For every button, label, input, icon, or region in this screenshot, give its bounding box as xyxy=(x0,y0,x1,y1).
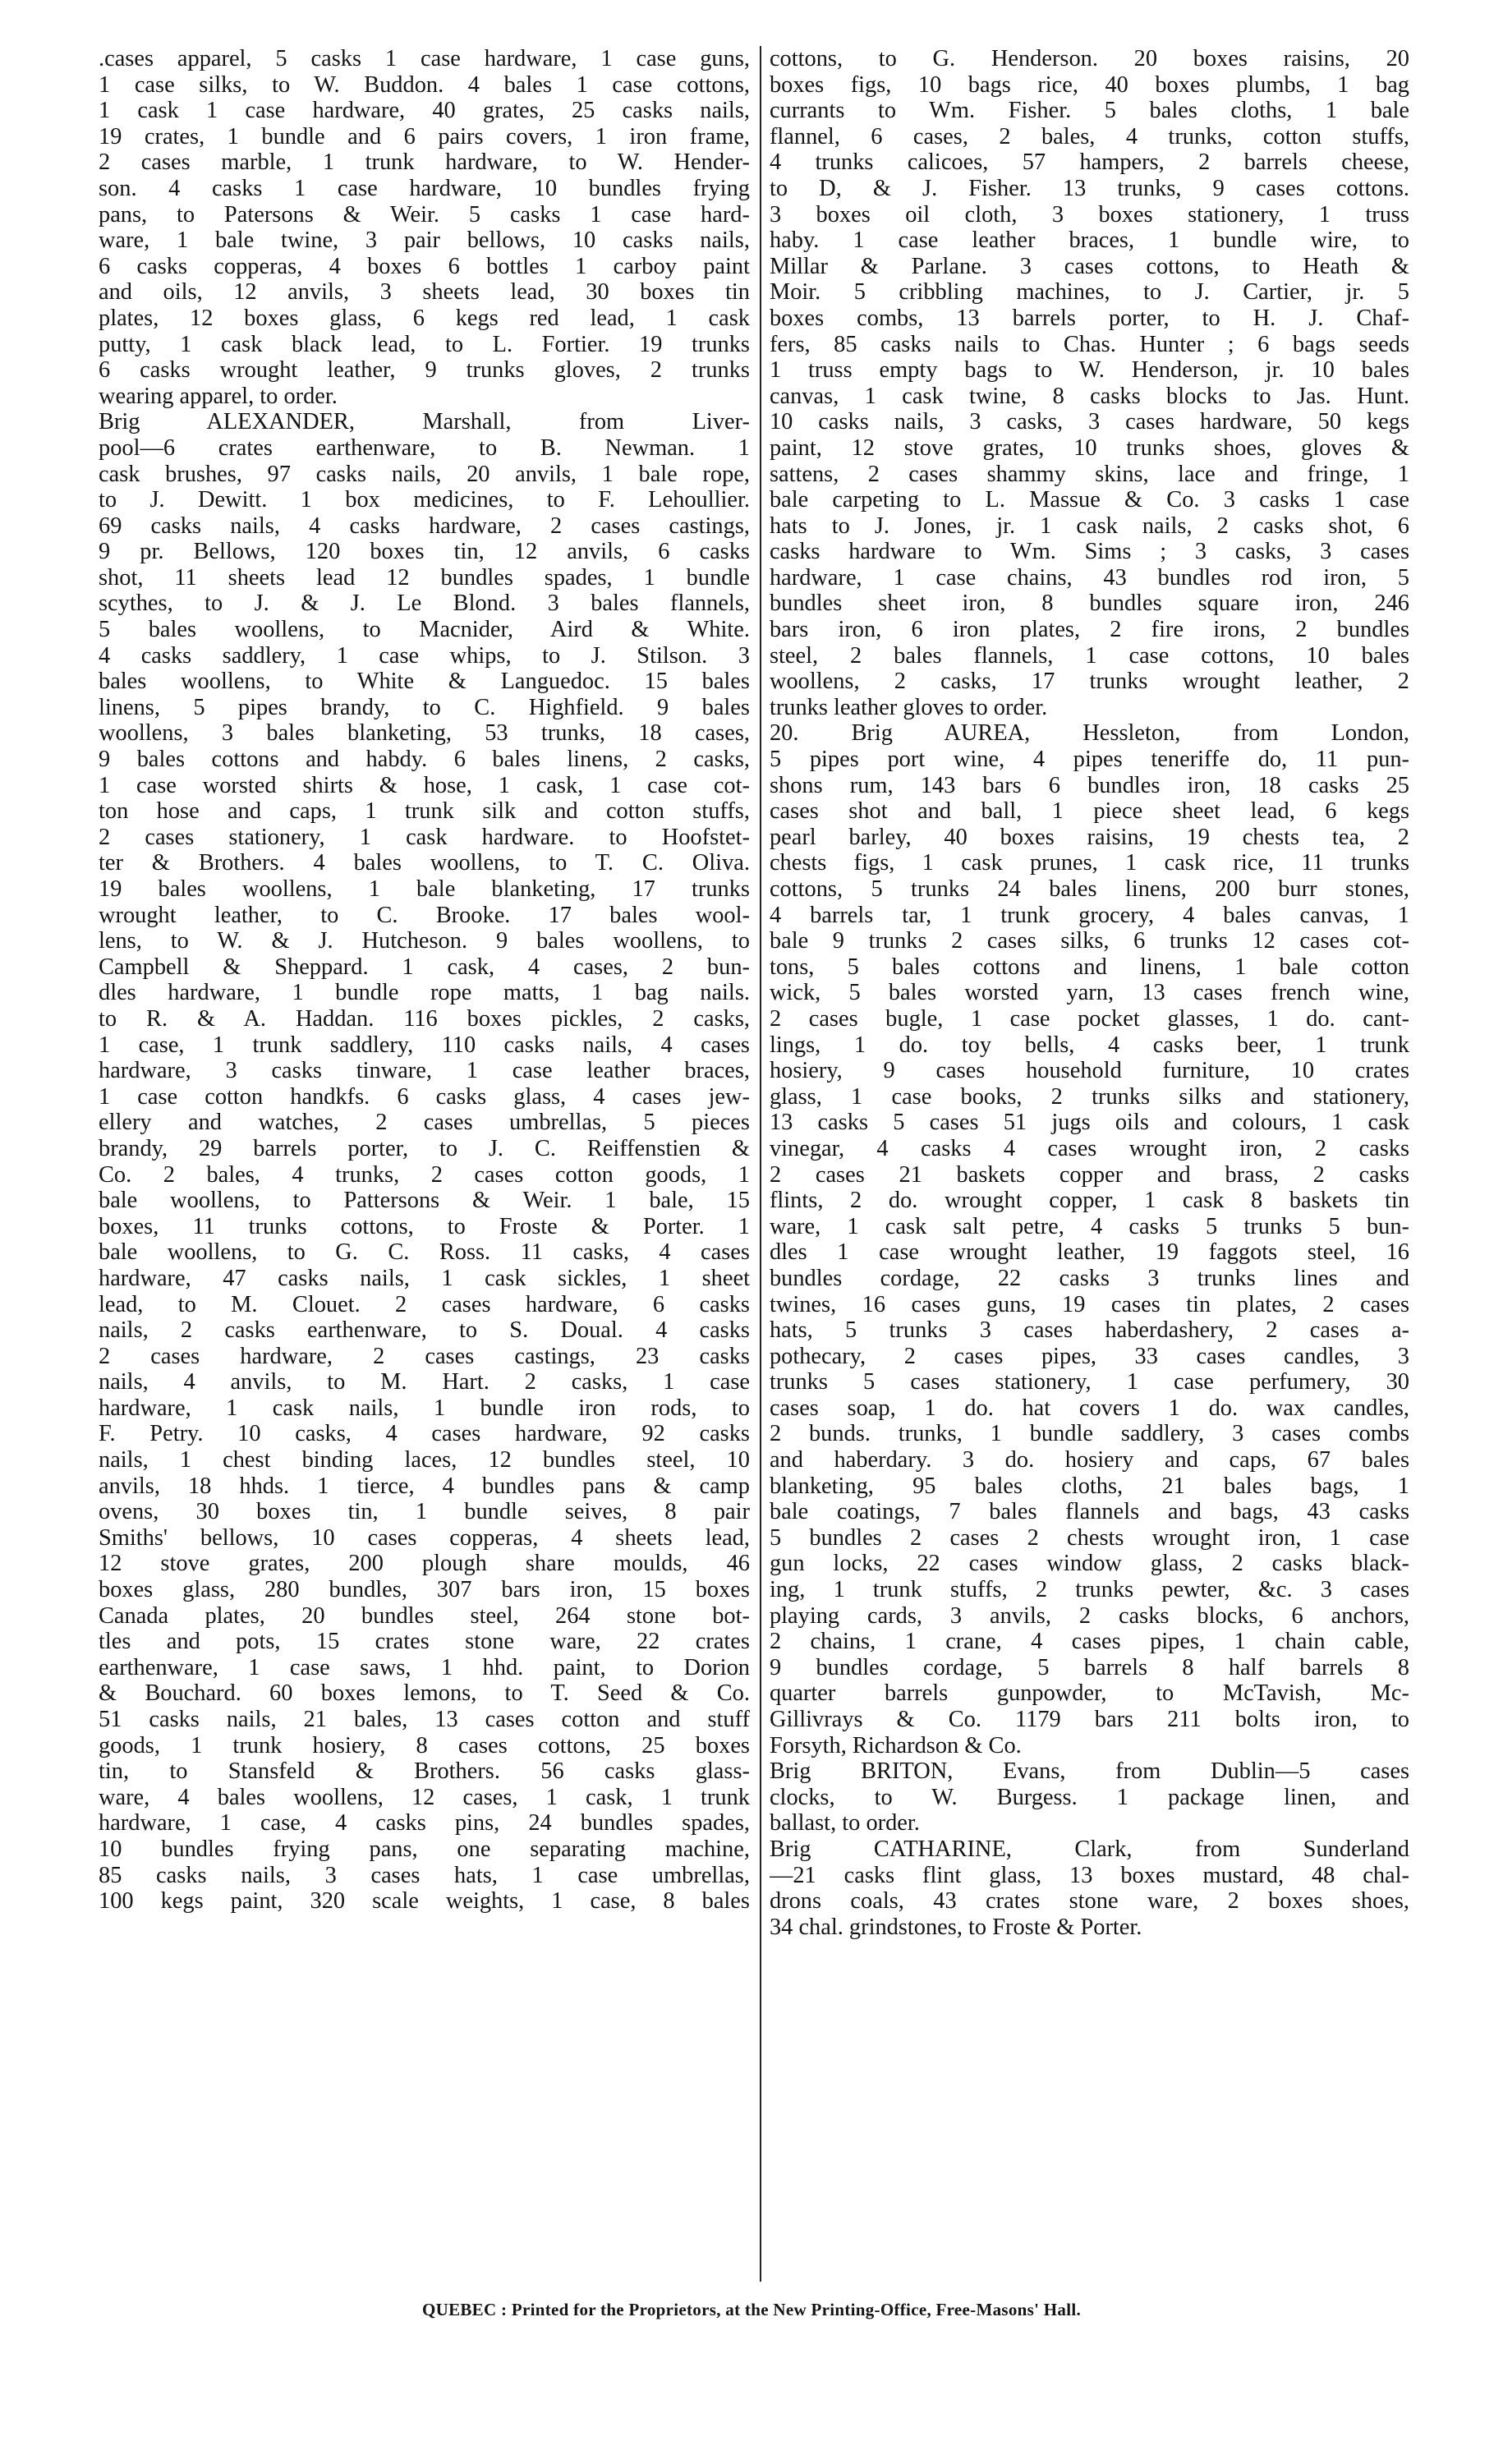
text-line: 5 bales woollens, to Macnider, Aird & White. xyxy=(99,617,750,643)
text-line: Forsyth, Richardson & Co. xyxy=(769,1732,1022,1758)
footer-rule xyxy=(99,2290,1409,2291)
text-line: cottons, 5 trunks 24 bales linens, 200 burr stones, xyxy=(769,876,1409,902)
text-line: flannel, 6 cases, 2 bales, 4 trunks, cotton stuffs, xyxy=(769,123,1409,149)
text-line: putty, 1 cask black lead, to L. Fortier. 19 trunks xyxy=(99,331,750,357)
text-line: drons coals, 43 crates stone ware, 2 boxes shoes, xyxy=(769,1888,1409,1915)
text-line: pearl barley, 40 boxes raisins, 19 chests tea, 2 xyxy=(769,824,1409,850)
text-columns xyxy=(99,46,1409,2282)
text-line: hosiery, 9 cases household furniture, 10 crates xyxy=(769,1058,1409,1084)
text-line: Canada plates, 20 bundles steel, 264 stone bot- xyxy=(99,1602,750,1629)
text-line: wrought leather, to C. Brooke. 17 bales wool- xyxy=(99,902,750,928)
text-line: bales woollens, to White & Languedoc. 15 bales xyxy=(99,669,750,695)
text-line: 51 casks nails, 21 bales, 13 cases cotton and stuff xyxy=(99,1707,750,1732)
text-line: 2 cases marble, 1 trunk hardware, to W. Hender- xyxy=(99,149,750,176)
text-line: woollens, 2 casks, 17 trunks wrought leather, 2 xyxy=(769,669,1409,695)
text-line: bale woollens, to Pattersons & Weir. 1 bale, 15 xyxy=(99,1188,750,1214)
text-line: Campbell & Sheppard. 1 cask, 4 cases, 2 bun- xyxy=(99,954,750,980)
text-line: 9 bales cottons and habdy. 6 bales linens, 2 casks, xyxy=(99,747,750,773)
text-line: 13 casks 5 cases 51 jugs oils and colours, 1 cask xyxy=(769,1110,1409,1136)
text-line: son. 4 casks 1 case hardware, 10 bundles frying xyxy=(99,175,750,201)
text-line: 3 boxes oil cloth, 3 boxes stationery, 1 truss xyxy=(769,201,1409,228)
text-line: twines, 16 cases guns, 19 cases tin plates, 2 cases xyxy=(769,1291,1409,1317)
text-line: 1 case cotton handkfs. 6 casks glass, 4 cases jew- xyxy=(99,1083,750,1110)
text-line: paint, 12 stove grates, 10 trunks shoes, gloves & xyxy=(769,434,1409,461)
text-line: to R. & A. Haddan. 116 boxes pickles, 2 casks, xyxy=(99,1005,750,1032)
text-line: 100 kegs paint, 320 scale weights, 1 case, 8 bales xyxy=(99,1888,750,1915)
text-line: woollens, 3 bales blanketing, 53 trunks, 18 cases, xyxy=(99,720,750,747)
text-line: bundles cordage, 22 casks 3 trunks lines and xyxy=(769,1265,1409,1291)
text-line: hardware, 3 casks tinware, 1 case leather braces, xyxy=(99,1058,750,1084)
text-line: boxes glass, 280 bundles, 307 bars iron, 15 boxes xyxy=(99,1577,750,1603)
text-line: 10 casks nails, 3 casks, 3 cases hardware, 50 kegs xyxy=(769,409,1409,435)
text-line: 19 bales woollens, 1 bale blanketing, 17 trunks xyxy=(99,876,750,902)
text-line: 4 trunks calicoes, 57 hampers, 2 barrels cheese, xyxy=(769,149,1409,176)
text-line: ton hose and caps, 1 trunk silk and cotton stuffs, xyxy=(99,798,750,825)
text-line: to J. Dewitt. 1 box medicines, to F. Lehoullier. xyxy=(99,487,750,513)
text-line: 20. Brig AUREA, Hessleton, from London, xyxy=(769,720,1409,747)
text-line: ware, 4 bales woollens, 12 cases, 1 cask, 1 trunk xyxy=(99,1784,750,1810)
text-line: to D, & J. Fisher. 13 trunks, 9 cases cottons. xyxy=(769,175,1409,201)
text-line: 6 casks wrought leather, 9 trunks gloves, 2 trunks xyxy=(99,357,750,384)
right-column xyxy=(765,46,1409,1940)
text-line: blanketing, 95 bales cloths, 21 bales bags, 1 xyxy=(769,1473,1409,1499)
text-line: Brig BRITON, Evans, from Dublin—5 cases xyxy=(769,1758,1409,1785)
text-line: Co. 2 bales, 4 trunks, 2 cases cotton goods, 1 xyxy=(99,1161,750,1188)
text-line: Moir. 5 cribbling machines, to J. Cartier, jr. 5 xyxy=(769,279,1409,306)
text-line: earthenware, 1 case saws, 1 hhd. paint, to Dorion xyxy=(99,1654,750,1680)
text-line: bundles sheet iron, 8 bundles square iron, 246 xyxy=(769,591,1409,617)
text-line: pool—6 crates earthenware, to B. Newman. 1 xyxy=(99,434,750,461)
left-column xyxy=(99,46,756,1915)
text-line: ter & Brothers. 4 bales woollens, to T. C. Oliva. xyxy=(99,850,750,876)
text-line: 1 case silks, to W. Buddon. 4 bales 1 case cottons, xyxy=(99,71,750,98)
text-line: plates, 12 boxes glass, 6 kegs red lead, 1 cask xyxy=(99,305,750,331)
text-line: brandy, 29 barrels porter, to J. C. Reiffenstien & xyxy=(99,1135,750,1161)
text-line: 2 cases 21 baskets copper and brass, 2 casks xyxy=(769,1161,1409,1188)
text-line: cask brushes, 97 casks nails, 20 anvils, 1 bale rope, xyxy=(99,461,750,487)
text-line: .cases apparel, 5 casks 1 case hardware, 1 case guns, xyxy=(99,46,750,71)
text-line: currants to Wm. Fisher. 5 bales cloths, 1 bale xyxy=(769,98,1409,124)
text-line: Brig ALEXANDER, Marshall, from Liver- xyxy=(99,409,750,435)
text-line: 10 bundles frying pans, one separating machine, xyxy=(99,1836,750,1862)
text-line: Brig CATHARINE, Clark, from Sunderland xyxy=(769,1836,1409,1862)
text-line: 4 casks saddlery, 1 case whips, to J. Stilson. 3 xyxy=(99,642,750,669)
text-line: 1 case, 1 trunk saddlery, 110 casks nails, 4 cases xyxy=(99,1032,750,1058)
text-line: haby. 1 case leather braces, 1 bundle wire, to xyxy=(769,228,1409,254)
text-line: hats, 5 trunks 3 cases haberdashery, 2 cases a- xyxy=(769,1317,1409,1344)
text-line: scythes, to J. & J. Le Blond. 3 bales flannels, xyxy=(99,591,750,617)
text-line: wick, 5 bales worsted yarn, 13 cases french wine, xyxy=(769,980,1409,1006)
column-divider xyxy=(760,46,761,2282)
text-line: casks hardware to Wm. Sims ; 3 casks, 3 cases xyxy=(769,539,1409,565)
text-line: 2 bunds. trunks, 1 bundle saddlery, 3 cases combs xyxy=(769,1421,1409,1447)
text-line: steel, 2 bales flannels, 1 case cottons, 10 bales xyxy=(769,642,1409,669)
text-line: 2 cases bugle, 1 case pocket glasses, 1 do. cant- xyxy=(769,1005,1409,1032)
text-line: ware, 1 cask salt petre, 4 casks 5 trunks 5 bun- xyxy=(769,1213,1409,1239)
text-line: goods, 1 trunk hosiery, 8 cases cottons, 25 boxes xyxy=(99,1732,750,1758)
text-line: 4 barrels tar, 1 trunk grocery, 4 bales canvas, 1 xyxy=(769,902,1409,928)
text-line: dles 1 case wrought leather, 19 faggots steel, 16 xyxy=(769,1239,1409,1266)
text-line: tles and pots, 15 crates stone ware, 22 crates xyxy=(99,1629,750,1655)
text-line: 2 cases stationery, 1 cask hardware. to Hoofstet- xyxy=(99,824,750,850)
text-line: fers, 85 casks nails to Chas. Hunter ; 6 bags seeds xyxy=(769,331,1409,357)
text-line: hardware, 47 casks nails, 1 cask sickles, 1 sheet xyxy=(99,1265,750,1291)
text-line: and haberdary. 3 do. hosiery and caps, 67 bales xyxy=(769,1447,1409,1473)
text-line: cottons, to G. Henderson. 20 boxes raisins, 20 xyxy=(769,46,1409,71)
text-line: 19 crates, 1 bundle and 6 pairs covers, 1 iron frame, xyxy=(99,123,750,149)
text-line: ovens, 30 boxes tin, 1 bundle seives, 8 pair xyxy=(99,1499,750,1525)
text-line: boxes figs, 10 bags rice, 40 boxes plumbs, 1 bag xyxy=(769,71,1409,98)
text-line: cases shot and ball, 1 piece sheet lead, 6 kegs xyxy=(769,798,1409,825)
text-line: bale woollens, to G. C. Ross. 11 casks, 4 cases xyxy=(99,1239,750,1266)
text-line: 1 cask 1 case hardware, 40 grates, 25 casks nails, xyxy=(99,98,750,124)
text-line: tin, to Stansfeld & Brothers. 56 casks glass- xyxy=(99,1758,750,1785)
text-line: nails, 1 chest binding laces, 12 bundles steel, 10 xyxy=(99,1447,750,1473)
text-line: ellery and watches, 2 cases umbrellas, 5 pieces xyxy=(99,1110,750,1136)
text-line: & Bouchard. 60 boxes lemons, to T. Seed & Co. xyxy=(99,1680,750,1707)
text-line: trunks 5 cases stationery, 1 case perfumery, 30 xyxy=(769,1369,1409,1395)
text-line: 5 pipes port wine, 4 pipes teneriffe do, 11 pun- xyxy=(769,747,1409,773)
text-line: vinegar, 4 casks 4 cases wrought iron, 2 casks xyxy=(769,1135,1409,1161)
text-line: flints, 2 do. wrought copper, 1 cask 8 baskets tin xyxy=(769,1188,1409,1214)
text-line: ing, 1 trunk stuffs, 2 trunks pewter, &c. 3 cases xyxy=(769,1577,1409,1603)
text-line: Millar & Parlane. 3 cases cottons, to Heath & xyxy=(769,253,1409,279)
text-line: canvas, 1 cask twine, 8 casks blocks to Jas. Hunt. xyxy=(769,383,1409,409)
text-line: chests figs, 1 cask prunes, 1 cask rice, 11 trunks xyxy=(769,850,1409,876)
text-line: hardware, 1 cask nails, 1 bundle iron rods, to xyxy=(99,1395,750,1421)
text-line: 2 chains, 1 crane, 4 cases pipes, 1 chain cable, xyxy=(769,1629,1409,1655)
text-line: shons rum, 143 bars 6 bundles iron, 18 casks 25 xyxy=(769,772,1409,798)
text-line: hardware, 1 case chains, 43 bundles rod iron, 5 xyxy=(769,564,1409,591)
text-line: 12 stove grates, 200 plough share moulds, 46 xyxy=(99,1551,750,1577)
text-line: clocks, to W. Burgess. 1 package linen, and xyxy=(769,1784,1409,1810)
text-line: 2 cases hardware, 2 cases castings, 23 casks xyxy=(99,1343,750,1369)
text-line: bale coatings, 7 bales flannels and bags, 43 casks xyxy=(769,1499,1409,1525)
text-line: ballast, to order. xyxy=(769,1810,920,1837)
printer-imprint: QUEBEC : Printed for the Proprietors, at the New Printing-Office, Free-Masons' Hall. xyxy=(421,2300,1082,2319)
text-line: 9 bundles cordage, 5 barrels 8 half barrels 8 xyxy=(769,1654,1409,1680)
text-line: 34 chal. grindstones, to Froste & Porter. xyxy=(769,1914,1142,1940)
text-line: wearing apparel, to order. xyxy=(99,383,338,409)
text-line: 1 case worsted shirts & hose, 1 cask, 1 case cot- xyxy=(99,772,750,798)
text-line: 6 casks copperas, 4 boxes 6 bottles 1 carboy paint xyxy=(99,253,750,279)
text-line: glass, 1 case books, 2 trunks silks and stationery, xyxy=(769,1083,1409,1110)
text-line: 5 bundles 2 cases 2 chests wrought iron, 1 case xyxy=(769,1524,1409,1551)
text-line: anvils, 18 hhds. 1 tierce, 4 bundles pans & camp xyxy=(99,1473,750,1499)
text-line: nails, 4 anvils, to M. Hart. 2 casks, 1 case xyxy=(99,1369,750,1395)
text-line: pothecary, 2 cases pipes, 33 cases candles, 3 xyxy=(769,1343,1409,1369)
text-line: nails, 2 casks earthenware, to S. Doual. 4 casks xyxy=(99,1317,750,1344)
text-line: cases soap, 1 do. hat covers 1 do. wax candles, xyxy=(769,1395,1409,1421)
text-line: 85 casks nails, 3 cases hats, 1 case umbrellas, xyxy=(99,1862,750,1888)
text-line: bale 9 trunks 2 cases silks, 6 trunks 12 cases cot- xyxy=(769,928,1409,954)
text-line: boxes combs, 13 barrels porter, to H. J. Chaf- xyxy=(769,305,1409,331)
text-line: F. Petry. 10 casks, 4 cases hardware, 92 casks xyxy=(99,1421,750,1447)
text-line: lens, to W. & J. Hutcheson. 9 bales woollens, to xyxy=(99,928,750,954)
text-line: lings, 1 do. toy bells, 4 casks beer, 1 trunk xyxy=(769,1032,1409,1058)
text-line: lead, to M. Clouet. 2 cases hardware, 6 casks xyxy=(99,1291,750,1317)
text-line: pans, to Patersons & Weir. 5 casks 1 case hard- xyxy=(99,201,750,228)
text-line: bars iron, 6 iron plates, 2 fire irons, 2 bundles xyxy=(769,617,1409,643)
text-line: —21 casks flint glass, 13 boxes mustard, 48 chal- xyxy=(769,1862,1409,1888)
text-line: and oils, 12 anvils, 3 sheets lead, 30 boxes tin xyxy=(99,279,750,306)
text-line: hats to J. Jones, jr. 1 cask nails, 2 casks shot, 6 xyxy=(769,513,1409,539)
text-line: sattens, 2 cases shammy skins, lace and fringe, 1 xyxy=(769,461,1409,487)
text-line: bale carpeting to L. Massue & Co. 3 casks 1 case xyxy=(769,487,1409,513)
text-line: trunks leather gloves to order. xyxy=(769,694,1048,720)
text-line: 1 truss empty bags to W. Henderson, jr. 10 bales xyxy=(769,357,1409,384)
text-line: quarter barrels gunpowder, to McTavish, Mc- xyxy=(769,1680,1409,1707)
text-line: Smiths' bellows, 10 cases copperas, 4 sheets lead, xyxy=(99,1524,750,1551)
text-line: gun locks, 22 cases window glass, 2 casks black- xyxy=(769,1551,1409,1577)
text-line: tons, 5 bales cottons and linens, 1 bale cotton xyxy=(769,954,1409,980)
text-line: boxes, 11 trunks cottons, to Froste & Porter. 1 xyxy=(99,1213,750,1239)
text-line: shot, 11 sheets lead 12 bundles spades, 1 bundle xyxy=(99,564,750,591)
text-line: playing cards, 3 anvils, 2 casks blocks, 6 anchors, xyxy=(769,1602,1409,1629)
text-line: dles hardware, 1 bundle rope matts, 1 bag nails. xyxy=(99,980,750,1006)
text-line: 69 casks nails, 4 casks hardware, 2 cases castings, xyxy=(99,513,750,539)
text-line: Gillivrays & Co. 1179 bars 211 bolts iron, to xyxy=(769,1707,1409,1732)
text-line: linens, 5 pipes brandy, to C. Highfield. 9 bales xyxy=(99,694,750,720)
text-line: ware, 1 bale twine, 3 pair bellows, 10 casks nails, xyxy=(99,228,750,254)
text-line: 9 pr. Bellows, 120 boxes tin, 12 anvils, 6 casks xyxy=(99,539,750,565)
text-line: hardware, 1 case, 4 casks pins, 24 bundles spades, xyxy=(99,1810,750,1837)
